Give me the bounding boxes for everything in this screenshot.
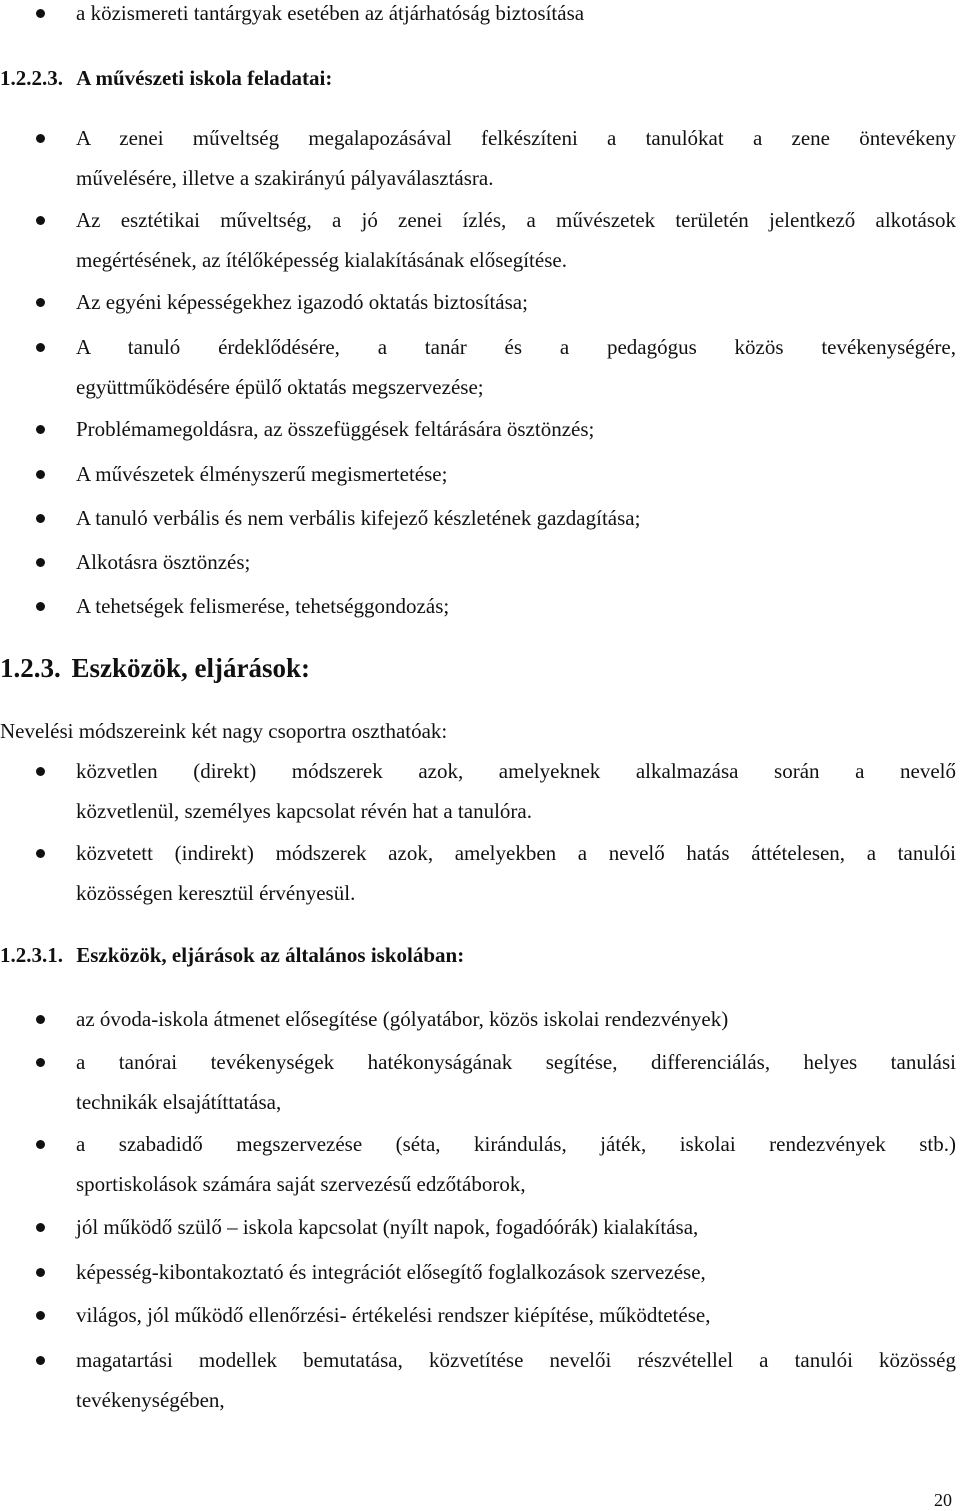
list-item-text: jól működő szülő – iskola kapcsolat (nyílt napok, fogadóórák) kialakítása,	[76, 1215, 699, 1239]
list-item-text: A tanuló verbális és nem verbális kifejező készletének gazdagítása;	[76, 506, 641, 530]
bullet-icon	[36, 343, 45, 352]
list-item-text: tevékenységében,	[76, 1388, 225, 1412]
section-number: 1.2.3.	[0, 653, 61, 683]
list-item-text: az óvoda-iskola átmenet elősegítése (gólyatábor, közös iskolai rendezvények)	[76, 1007, 729, 1031]
section-heading-1231	[0, 942, 464, 968]
bullet-icon	[36, 425, 45, 434]
bullet-icon	[36, 1223, 45, 1232]
section-heading-123	[0, 652, 310, 684]
list-item-text: képesség-kibontakoztató és integrációt elősegítő foglalkozások szervezése,	[76, 1260, 706, 1284]
section-number: 1.2.2.3.	[0, 66, 63, 90]
bullet-icon	[36, 1058, 45, 1067]
bullet-icon	[36, 1140, 45, 1149]
section-heading-1223	[0, 65, 332, 91]
bullet-icon	[36, 134, 45, 143]
bullet-icon	[36, 216, 45, 225]
list-item-text: Az egyéni képességekhez igazodó oktatás biztosítása;	[76, 290, 528, 314]
bullet-icon	[36, 602, 45, 611]
bullet-icon	[36, 9, 45, 18]
list-item-text: közvetlen (direkt) módszerek azok, amelyeknek alkalmazása során a nevelő	[76, 759, 956, 783]
list-item-text: közvetett (indirekt) módszerek azok, amelyekben a nevelő hatás áttételesen, a tanulói	[76, 841, 956, 865]
list-item-text: A zenei műveltség megalapozásával felkészíteni a tanulókat a zene öntevékeny	[76, 126, 956, 150]
list-item-text: művelésére, illetve a szakirányú pályaválasztásra.	[76, 166, 494, 190]
list-item-text: Az esztétikai műveltség, a jó zenei ízlés, a művészetek területén jelentkező alkotások	[76, 208, 956, 232]
list-item-text: Problémamegoldásra, az összefüggések feltárására ösztönzés;	[76, 417, 595, 441]
section-title: Eszközök, eljárások:	[71, 653, 310, 683]
bullet-icon	[36, 1268, 45, 1277]
list-item-text: Alkotásra ösztönzés;	[76, 550, 251, 574]
list-item-text: technikák elsajátíttatása,	[76, 1090, 282, 1114]
list-item-text: a közismereti tantárgyak esetében az átjárhatóság biztosítása	[76, 1, 585, 25]
list-item-text: közvetlenül, személyes kapcsolat révén hat a tanulóra.	[76, 799, 532, 823]
bullet-icon	[36, 470, 45, 479]
bullet-icon	[36, 298, 45, 307]
bullet-icon	[36, 1311, 45, 1320]
list-item-text: világos, jól működő ellenőrzési- értékelési rendszer kiépítése, működtetése,	[76, 1303, 711, 1327]
bullet-icon	[36, 767, 45, 776]
bullet-icon	[36, 514, 45, 523]
section-title: A művészeti iskola feladatai:	[76, 66, 333, 90]
bullet-icon	[36, 558, 45, 567]
list-item-text: A tanuló érdeklődésére, a tanár és a pedagógus közös tevékenységére,	[76, 335, 956, 359]
bullet-icon	[36, 1015, 45, 1024]
bullet-icon	[36, 849, 45, 858]
list-item-text: a tanórai tevékenységek hatékonyságának segítése, differenciálás, helyes tanulási	[76, 1050, 956, 1074]
list-item-text: A művészetek élményszerű megismertetése;	[76, 462, 448, 486]
list-item-text: magatartási modellek bemutatása, közvetítése nevelői részvétellel a tanulói közösség	[76, 1348, 956, 1372]
bullet-icon	[36, 1356, 45, 1365]
page-number: 20	[934, 1490, 952, 1510]
list-item-text: A tehetségek felismerése, tehetséggondozás;	[76, 594, 450, 618]
section-number: 1.2.3.1.	[0, 943, 63, 967]
list-item-text: a szabadidő megszervezése (séta, kirándulás, játék, iskolai rendezvények stb.)	[76, 1132, 956, 1156]
list-item-text: sportiskolások számára saját szervezésű edzőtáborok,	[76, 1172, 526, 1196]
list-item-text: együttműködésére épülő oktatás megszervezése;	[76, 375, 484, 399]
section-title: Eszközök, eljárások az általános iskolában:	[76, 943, 465, 967]
section-intro: Nevelési módszereink két nagy csoportra oszthatóak:	[0, 719, 448, 743]
list-item-text: közösségen keresztül érvényesül.	[76, 881, 356, 905]
list-item-text: megértésének, az ítélőképesség kialakításának elősegítése.	[76, 248, 567, 272]
